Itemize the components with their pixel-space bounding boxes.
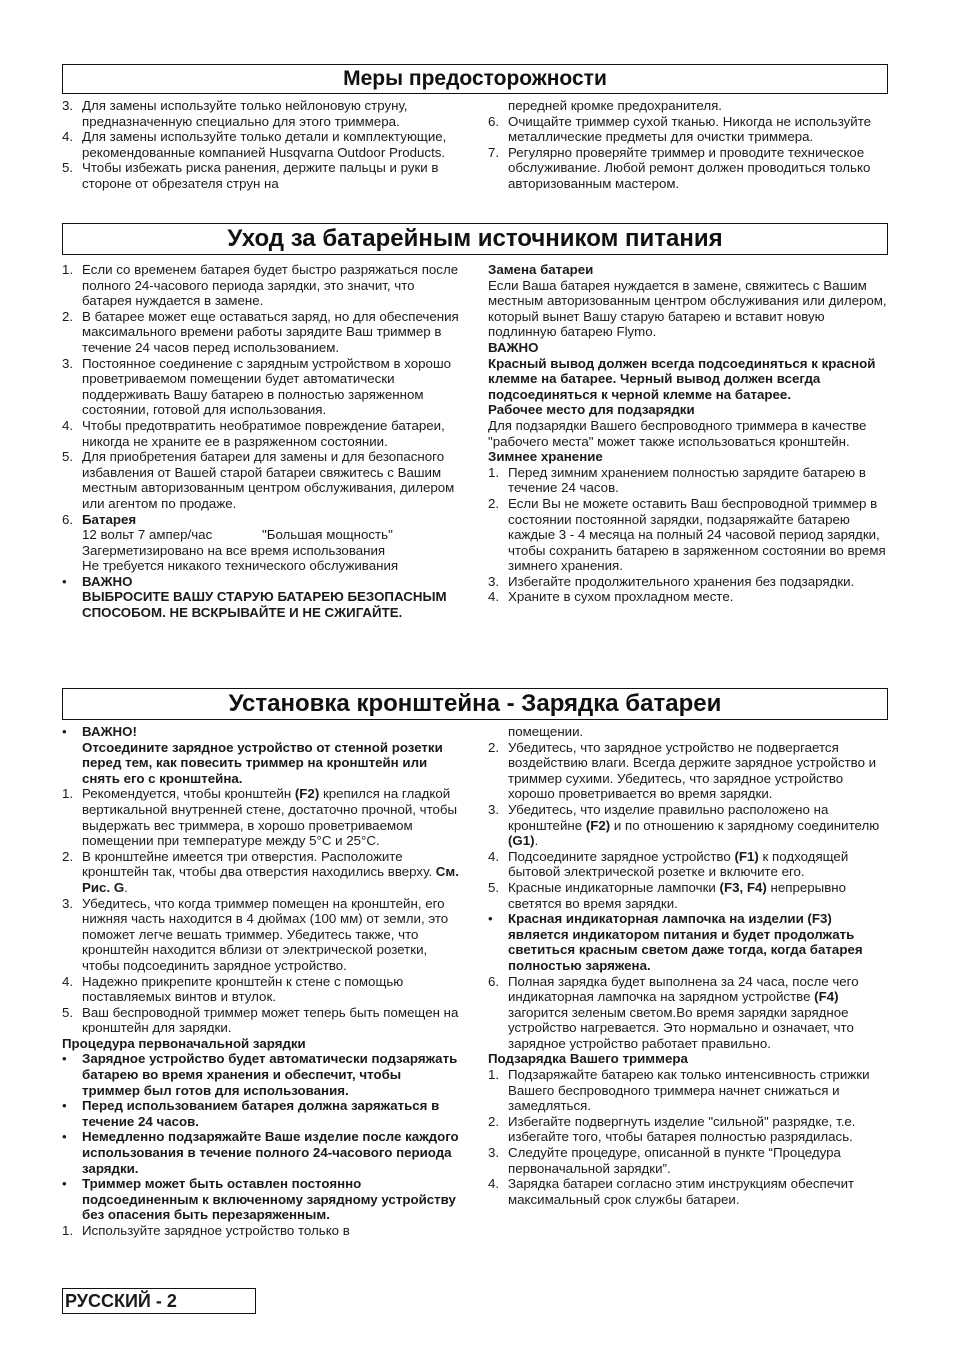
list-item: 2. Убедитесь, что зарядное устройство не подвергается воздействию влаги. Всегда держите зарядное устройство и триммер сухими. Убедитесь, что зарядное устройство хорошо проветривается во время зарядки. [488, 739, 877, 802]
list-item: 3. Убедитесь, что когда триммер помещен на кронштейн, его нижняя часть находится в 4 дюймах (100 мм) от земли, это поможет легче вешать триммер. Убедитесь также, что кронштейн находится вблизи от электрической розетки, чтобы подсоединить зарядное устройство. [62, 895, 449, 973]
list-item: 6. Очищайте триммер сухой тканью. Никогда не используйте металлические предметы для очистки триммера. [488, 113, 872, 145]
precautions-section [62, 98, 888, 192]
list-item: 4. Надежно прикрепите кронштейн к стене с помощью поставляемых винтов и втулок. [62, 973, 404, 1005]
bullet-item: • Немедленно подзаряжайте Ваше изделие после каждого использования в течение полного 24-часового периода зарядки. [62, 1129, 459, 1176]
figure-ref: (F3, F4) [719, 879, 767, 895]
list-item: 2. Если Вы не можете оставить Ваш беспроводной триммер в состоянии постоянной зарядки, подзаряжайте батарею каждые 3 - 4 месяца на полный 24 часовой период зарядки, чтобы сохранить батарею в заряженном состоянии во время зимнего хранения. [488, 495, 886, 574]
list-item: 5. Ваш беспроводной триммер может теперь быть помещен на кронштейн для зарядки. [62, 1004, 459, 1036]
list-item: 3. Убедитесь, что изделие правильно расположено на кронштейне (F2) и по отношению к зарядному соединителю (G1). [488, 801, 880, 849]
important-note: • ВАЖНО! Отсоедините зарядное устройство от стенной розетки перед тем, как повесить триммер на кронштейн или снять его с кронштейна. [62, 724, 443, 786]
bracket-section [62, 724, 888, 1239]
figure-ref: (F1) [734, 848, 759, 864]
list-item: 3. Избегайте продолжительного хранения без подзарядки. [488, 573, 855, 589]
continued-text: помещении. [508, 724, 584, 739]
list-item: 4. Храните в сухом прохладном месте. [488, 589, 734, 605]
list-item: 4. Подсоедините зарядное устройство (F1) к подходящей бытовой электрической розетке и включите его. [488, 848, 849, 880]
continued-text: передней кромке предохранителя. [508, 98, 722, 113]
figure-ref: (F4) [814, 989, 839, 1005]
figure-ref: (F2) [294, 786, 320, 802]
list-item: 2. Избегайте подвергнуть изделие "сильной" разрядке, т.е. избегайте того, чтобы батарея полностью разрядилась. [488, 1113, 856, 1145]
important-text: Красный вывод должен всегда подсоединяться к красной клемме на батарее. Черный вывод должен всегда подсоединяться к черной клемме на батарее. [488, 355, 876, 402]
battery-heading: Батарея [82, 511, 137, 527]
list-item: 3. Для замены используйте только нейлоновую струну, предназначенную специально для этого триммера. [62, 98, 408, 129]
bullet-item: • Красная индикаторная лампочка на изделии (F3) является индикатором питания и будет продолжать светиться красным светом даже тогда, когда батарея полностью заряжена. [488, 911, 863, 973]
precautions-right-column [488, 98, 888, 192]
workplace-text: Для подзарядки Вашего беспроводного триммера в качестве "рабочего места" может также использоваться кронштейн. [488, 417, 867, 449]
battery-spec-item: 6. Батарея 12 вольт 7 ампер/час "Большая мощность" Загерметизировано на все время использования Не требуется никакого технического обслуживания [62, 511, 399, 574]
list-item: 3. Следуйте процедуре, описанной в пункте “Процедура первоначальной зарядки”. [488, 1145, 841, 1176]
battery-spec-maintenance: Не требуется никакого технического обслуживания [82, 558, 399, 574]
recharge-heading: Подзарядка Вашего триммера [488, 1051, 688, 1067]
battery-spec-power: "Большая мощность" [262, 527, 393, 543]
list-item: 4. Зарядка батареи согласно этим инструкциям обеспечит максимальный срок службы батареи. [488, 1176, 855, 1207]
important-note: • ВАЖНО ВЫБРОСИТЕ ВАШУ СТАРУЮ БАТАРЕЮ БЕЗОПАСНЫМ СПОСОБОМ. НЕ ВСКРЫВАЙТЕ И НЕ СЖИГАЙТЕ. [62, 573, 447, 621]
bracket-title: Установка кронштейна - Зарядка батареи [62, 688, 888, 720]
important-text: Отсоедините зарядное устройство от стенной розетки перед тем, как повесить триммер на кронштейн или снять его с кронштейна. [82, 739, 443, 786]
figure-ref: См. Рис. G [82, 864, 459, 895]
list-item: 5. Для приобретения батареи для замены и для безопасного избавления от Вашей старой батареи свяжитесь с Вашим местным авторизованным центром обслуживания, дилером или агентом по продаже. [62, 449, 455, 511]
important-heading: ВАЖНО! [82, 724, 137, 739]
figure-ref: (F2) [585, 817, 611, 833]
battery-care-section [62, 262, 888, 621]
list-item: 1. Используйте зарядное устройство только в [62, 1223, 350, 1238]
battery-care-right-column [488, 262, 888, 621]
list-item: 6. Полная зарядка будет выполнена за 24 часа, после чего индикаторная лампочка на зарядном устройстве (F4) загорится зеленым светом.Во время зарядки зарядное устройство нагревается. Это нормально и означает, что зарядное устройство работает правильно. [488, 973, 859, 1051]
list-item: 1. Если со временем батарея будет быстро разряжаться после полного 24-часового периода зарядки, это значит, что батарея нуждается в замене. [62, 262, 459, 309]
replace-heading: Замена батареи [488, 262, 594, 277]
precautions-left-column [62, 98, 462, 192]
workplace-heading: Рабочее место для подзарядки [488, 402, 695, 418]
battery-spec-voltage: 12 вольт 7 ампер/час [82, 527, 213, 543]
list-item: 5. Чтобы избежать риска ранения, держите пальцы и руки в стороне от обрезателя струн на [62, 160, 439, 191]
precautions-title: Меры предосторожности [62, 64, 888, 94]
battery-care-left-column [62, 262, 462, 621]
important-text: ВЫБРОСИТЕ ВАШУ СТАРУЮ БАТАРЕЮ БЕЗОПАСНЫМ СПОСОБОМ. НЕ ВСКРЫВАЙТЕ И НЕ СЖИГАЙТЕ. [82, 589, 447, 621]
list-item: 7. Регулярно проверяйте триммер и проводите техническое обслуживание. Любой ремонт должен проводиться только авторизованным мастером. [488, 144, 871, 191]
list-item: 2. В кронштейне имеется три отверстия. Расположите кронштейн так, чтобы два отверстия находились вверху. См. Рис. G. [62, 848, 459, 895]
page-footer: РУССКИЙ - 2 [62, 1288, 256, 1314]
list-item: 5. Красные индикаторные лампочки (F3, F4) непрерывно светятся во время зарядки. [488, 879, 846, 911]
list-item: 1. Перед зимним хранением полностью зарядите батарею в течение 24 часов. [488, 464, 866, 496]
list-item: 1. Рекомендуется, чтобы кронштейн (F2) крепился на гладкой вертикальной внутренней стене, достаточно прочной, чтобы выдержать вес триммера, в хорошо проветриваемом помещении при температуре между 5°C и 25°C. [62, 786, 458, 849]
procedure-heading: Процедура первоначальной зарядки [62, 1035, 306, 1051]
bullet-item: • Триммер может быть оставлен постоянно подсоединенным к включенному зарядному устройству без опасения быть перезаряженным. [62, 1176, 456, 1223]
list-item: 4. Чтобы предотвратить необратимое повреждение батареи, никогда не храните ее в разряженном состоянии. [62, 417, 445, 449]
bracket-right-column [488, 724, 888, 1239]
list-item: 3. Постоянное соединение с зарядным устройством в хорошо проветриваемом помещении будет автоматически поддерживать Вашу батарею в полностью заряженном состоянии, готовой для использования. [62, 355, 452, 418]
bracket-left-column [62, 724, 462, 1239]
battery-spec-sealed: Загерметизировано на все время использования [82, 542, 386, 558]
bullet-item: • Перед использованием батарея должна заряжаться в течение 24 часов. [62, 1098, 440, 1129]
replace-text: Если Ваша батарея нуждается в замене, свяжитесь с Вашим местным авторизованным центром обслуживания или дилером, который вынет Вашу старую батарею и вставит новую подлинную батарею Flymo. [488, 277, 887, 340]
list-item: 4. Для замены используйте только детали и комплектующие, рекомендованные компанией Husqvarna Outdoor Products. [62, 129, 447, 160]
battery-care-title: Уход за батарейным источником питания [62, 223, 888, 255]
list-item: 1. Подзаряжайте батарею как только интенсивность стрижки Вашего беспроводного триммера начнет снижаться и замедляться. [488, 1067, 870, 1114]
winter-heading: Зимнее хранение [488, 449, 603, 465]
bullet-item: • Зарядное устройство будет автоматически подзаряжать батарею во время хранения и обеспечит, чтобы триммер был готов для использования. [62, 1051, 458, 1098]
figure-ref: (G1) [508, 833, 535, 849]
list-item: 2. В батарее может еще оставаться заряд, но для обеспечения максимального времени работы зарядите Ваш триммер в течение 24 часов перед использованием. [62, 308, 459, 355]
important-heading: ВАЖНО [488, 339, 539, 355]
important-heading: ВАЖНО [82, 573, 133, 589]
